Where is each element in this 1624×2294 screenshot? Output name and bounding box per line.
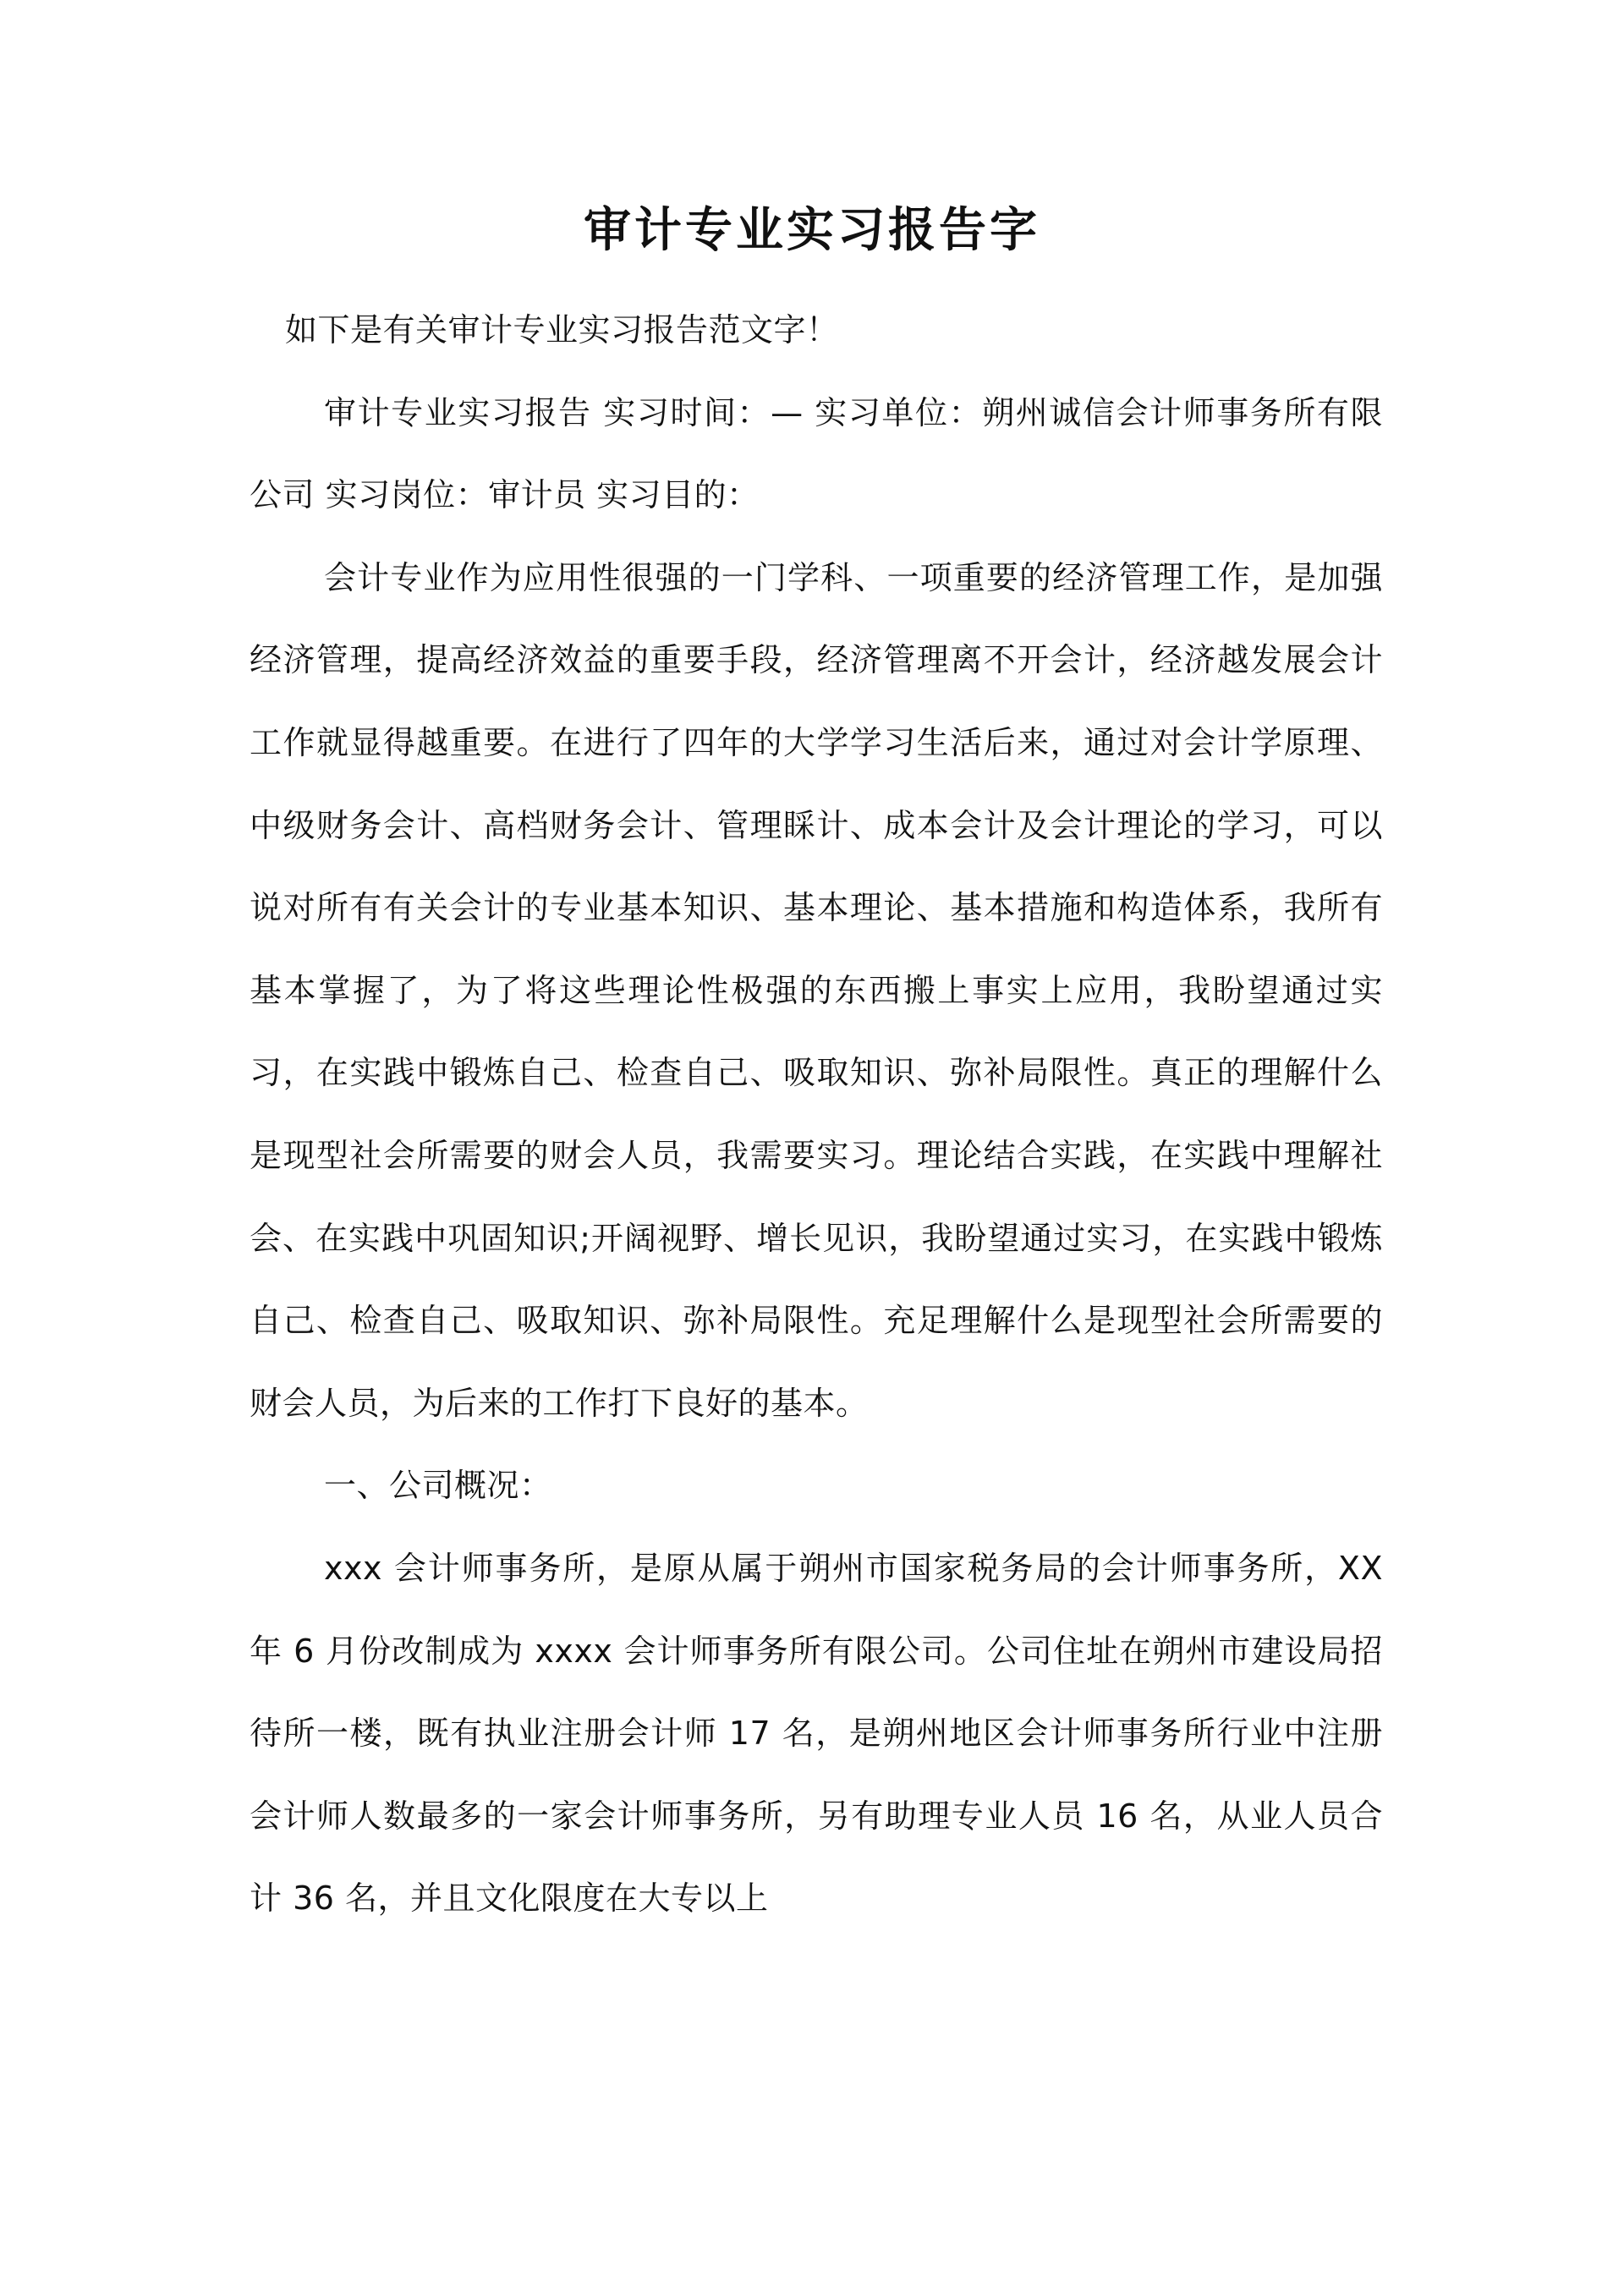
document-title: 审计专业实习报告字 — [584, 202, 1040, 258]
document-body — [250, 289, 1383, 1940]
intro-paragraph: 如下是有关审计专业实习报告范文字！ — [285, 311, 839, 348]
section-heading-company-overview: 一、公司概况： — [324, 1467, 552, 1505]
report-info-paragraph: 审计专业实习报告 实习时间：— 实习单位：朔州诚信会计师事务所有限公司 实习岗位：审计员 实习目的： — [250, 393, 1383, 514]
company-overview-paragraph: xxx 会计师事务所，是原从属于朔州市国家税务局的会计师事务所，XX 年 6 月份改制成为 xxxx 会计师事务所有限公司。公司住址在朔州市建设局招待所一楼，既有执业注册会计师 17 名，是朔州地区会计师事务所行业中注册会计师人数最多的一家会计师事务所，另有助理专业人员 16 名，从业人员合计 36 名，并且文化限度在大专以上 — [250, 1549, 1383, 1918]
purpose-paragraph: 会计专业作为应用性很强的一门学科、一项重要的经济管理工作，是加强经济管理，提高经济效益的重要手段，经济管理离不开会计，经济越发展会计工作就显得越重要。在进行了四年的大学学习生活后来，通过对会计学原理、中级财务会计、高档财务会计、管理睬计、成本会计及会计理论的学习，可以说对所有有关会计的专业基本知识、基本理论、基本措施和构造体系，我所有基本掌握了，为了将这些理论性极强的东西搬上事实上应用，我盼望通过实习，在实践中锻炼自己、检查自己、吸取知识、弥补局限性。真正的理解什么是现型社会所需要的财会人员，我需要实习。理论结合实践，在实践中理解社会、在实践中巩固知识;开阔视野、增长见识，我盼望通过实习，在实践中锻炼自己、检查自己、吸取知识、弥补局限性。充足理解什么是现型社会所需要的财会人员，为后来的工作打下良好的基本。 — [250, 558, 1383, 1422]
